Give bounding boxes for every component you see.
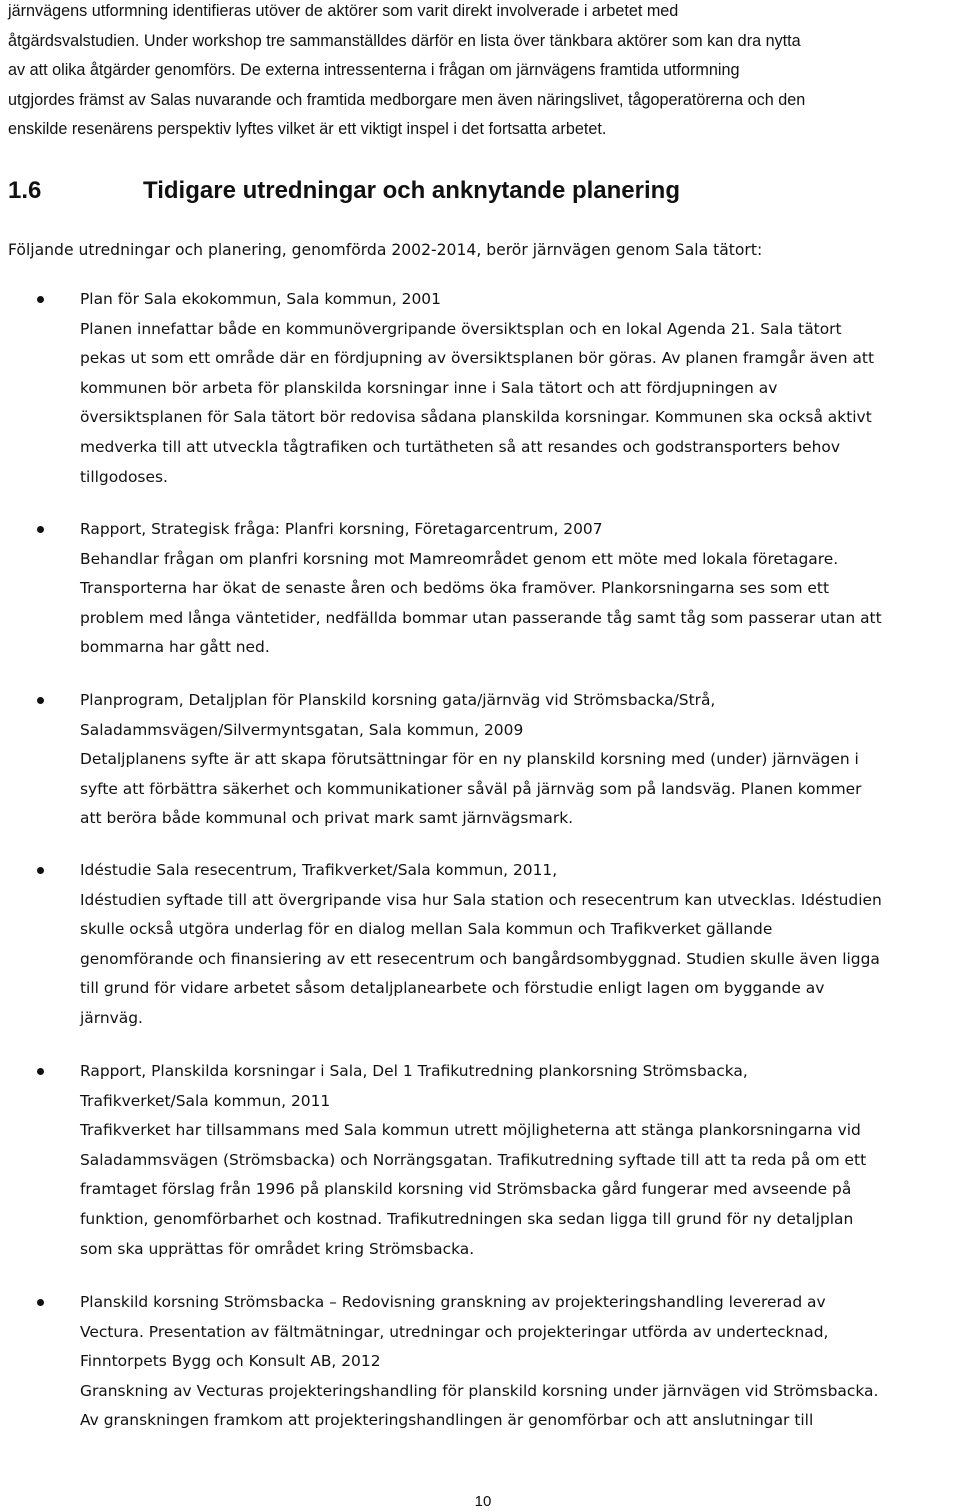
list-item-line: problem med långa väntetider, nedfällda bommar utan passerande tåg samt tåg som passerar utan att	[80, 608, 882, 627]
list-item-line: skulle också utgöra underlag för en dialog mellan Sala kommun och Trafikverket gällande	[80, 920, 773, 939]
intro-line: järnvägens utformning identifieras utöver de aktörer som varit direkt involverade i arbetet med	[8, 2, 679, 20]
intro-line: enskilde resenärens perspektiv lyftes vilket är ett viktigt inspel i det fortsatta arbetet.	[8, 120, 607, 139]
list-item-title: Trafikverket/Sala kommun, 2011	[80, 1091, 331, 1110]
section-lead: Följande utredningar och planering, genomförda 2002-2014, berör järnvägen genom Sala tätort:	[8, 241, 763, 259]
list-item-text	[80, 856, 960, 1034]
list-item-title: Planskild korsning Strömsbacka – Redovisning granskning av projekteringshandling levererad av	[80, 1293, 826, 1311]
list-item-title: Rapport, Planskilda korsningar i Sala, Del 1 Trafikutredning plankorsning Strömsbacka,	[80, 1062, 748, 1080]
list-item-text	[80, 1288, 960, 1436]
section-heading	[8, 174, 680, 208]
list-item-line: pekas ut som ett område där en fördjupning av översiktsplanen bör göras. Av planen framgår även att	[80, 349, 875, 368]
section-number: 1.6	[8, 177, 42, 204]
list-item-line: kommunen bör arbeta för planskilda korsningar inne i Sala tätort och att fördjupningen av	[80, 378, 778, 397]
intro-paragraph	[8, 0, 956, 145]
list-item-text	[80, 1057, 960, 1264]
list-item-line: Transporterna har ökat de senaste åren och bedöms öka framöver. Plankorsningarna ses som ett	[80, 579, 830, 598]
list-item-title: Idéstudie Sala resecentrum, Trafikverket/Sala kommun, 2011,	[80, 861, 558, 879]
bullet-icon	[37, 867, 44, 874]
bullet-icon	[37, 526, 44, 533]
list-item-line: Planen innefattar både en kommunövergripande översiktsplan och en lokal Agenda 21. Sala tätort	[80, 319, 842, 338]
list-item-line: medverka till att utveckla tågtrafiken och turtätheten så att resandes och godstransporters behov	[80, 437, 840, 456]
list-item-line: funktion, genomförbarhet och kostnad. Trafikutredningen ska sedan ligga till grund för ny detaljplan	[80, 1209, 854, 1228]
list-item-line: till grund för vidare arbetet såsom detaljplanearbete och förstudie enligt lagen om byggande av	[80, 979, 825, 998]
list-item-title: Vectura. Presentation av fältmätningar, utredningar och projekteringar utförda av undertecknad,	[80, 1322, 829, 1341]
list-item-line: Granskning av Vecturas projekteringshandling för planskild korsning under järnvägen vid Strömsbacka.	[80, 1381, 879, 1400]
list-item-line: bommarna har gått ned.	[80, 638, 270, 657]
list-item-line: Behandlar frågan om planfri korsning mot Mamreområdet genom ett möte med lokala företagare.	[80, 549, 839, 568]
list-item-line: tillgodoses.	[80, 467, 168, 486]
page-number: 10	[474, 1493, 492, 1510]
list-item-title: Finntorpets Bygg och Konsult AB, 2012	[80, 1352, 381, 1371]
list-item-line: järnväg.	[80, 1008, 143, 1027]
list-item-text	[80, 285, 960, 492]
list-item-title: Rapport, Strategisk fråga: Planfri korsning, Företagarcentrum, 2007	[80, 520, 603, 538]
bullet-icon	[37, 296, 44, 303]
intro-line: åtgärdsvalstudien. Under workshop tre sammanställdes därför en lista över tänkbara aktörer som kan dra nytta	[8, 31, 801, 50]
list-item-line: framtaget förslag från 1996 på planskild korsning vid Strömsbacka gård fungerar med avseende på	[80, 1180, 852, 1199]
intro-line: av att olika åtgärder genomförs. De externa intressenterna i frågan om järnvägens framtida utformning	[8, 61, 740, 80]
list-item-line: Idéstudien syftade till att övergripande visa hur Sala station och resecentrum kan utvecklas. Idéstudien	[80, 890, 882, 909]
list-item-line: syfte att förbättra säkerhet och kommunikationer såväl på järnväg som på landsväg. Planen kommer	[80, 779, 862, 798]
list-item-line: Trafikverket har tillsammans med Sala kommun utrett möjligheterna att stänga plankorsningarna vid	[80, 1121, 861, 1140]
bullet-icon	[37, 1299, 44, 1306]
list-item-title: Planprogram, Detaljplan för Planskild korsning gata/järnväg vid Strömsbacka/Strå,	[80, 691, 716, 709]
section-title: Tidigare utredningar och anknytande planering	[143, 177, 680, 204]
list-item-line: Detaljplanens syfte är att skapa förutsättningar för en ny planskild korsning med (under) järnvägen i	[80, 750, 859, 769]
list-item-title: Saladammsvägen/Silvermyntsgatan, Sala kommun, 2009	[80, 720, 524, 739]
list-item-line: att beröra både kommunal och privat mark samt järnvägsmark.	[80, 809, 574, 828]
list-item-title: Plan för Sala ekokommun, Sala kommun, 2001	[80, 290, 441, 308]
list-item-line: genomförande och finansiering av ett resecentrum och bangårdsombyggnad. Studien skulle även ligga	[80, 949, 880, 968]
list-item-line: som ska upprättas för området kring Strömsbacka.	[80, 1239, 475, 1258]
list-item-line: Av granskningen framkom att projekteringshandlingen är genomförbar och att anslutningar till	[80, 1411, 814, 1430]
intro-line: utgjordes främst av Salas nuvarande och framtida medborgare men även näringslivet, tågoperatörerna och den	[8, 90, 806, 109]
list-item-line: Saladammsvägen (Strömsbacka) och Norrängsgatan. Trafikutredning syftade till att ta reda på om ett	[80, 1150, 867, 1169]
bullet-icon	[37, 1068, 44, 1075]
list-item-text	[80, 515, 960, 663]
bullet-icon	[37, 697, 44, 704]
list-item-line: översiktsplanen för Sala tätort bör redovisa sådana planskilda korsningar. Kommunen ska också aktivt	[80, 408, 872, 427]
list-item-text	[80, 686, 960, 834]
